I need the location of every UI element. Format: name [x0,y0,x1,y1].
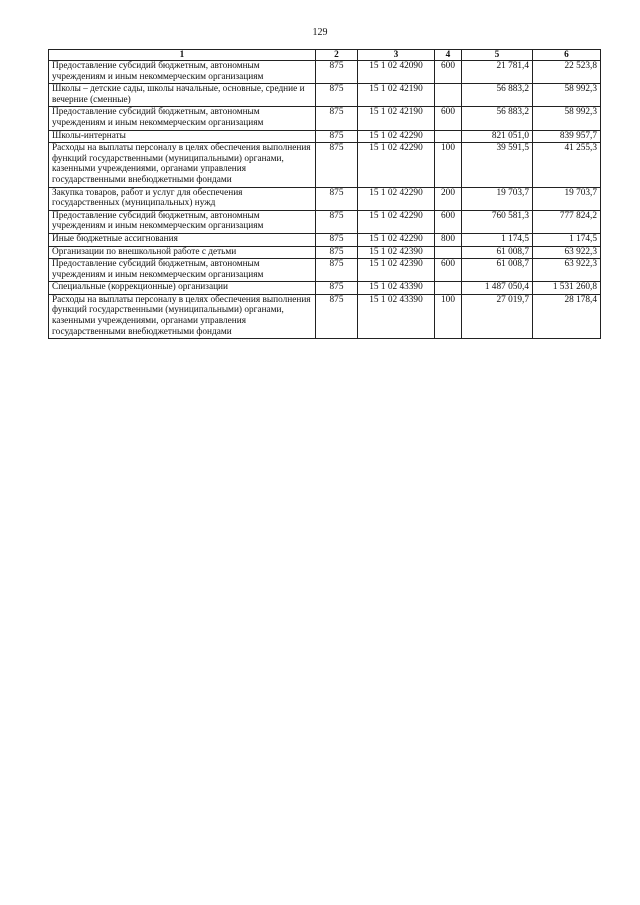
row-amount-year-1: 821 051,0 [462,130,533,143]
row-target-article: 15 1 02 42190 [358,84,435,107]
row-amount-year-2: 63 922,3 [533,246,601,259]
row-name: Расходы на выплаты персоналу в целях обеспечения выполнения функций государственными (муниципальными) органами, казенными учреждениями, органами управления государственными внебюджетными фондами [49,143,316,187]
row-expense-type: 200 [435,187,462,210]
row-amount-year-2: 58 992,3 [533,84,601,107]
row-ministry-code: 875 [316,210,358,233]
table-row [49,143,601,187]
row-target-article: 15 1 02 43390 [358,294,435,338]
row-expense-type: 100 [435,294,462,338]
row-name: Предоставление субсидий бюджетным, автономным учреждениям и иным некоммерческим организациям [49,61,316,84]
row-expense-type [435,84,462,107]
row-name: Предоставление субсидий бюджетным, автономным учреждениям и иным некоммерческим организациям [49,107,316,130]
row-amount-year-1: 39 591,5 [462,143,533,187]
table-row [49,61,601,84]
row-name: Расходы на выплаты персоналу в целях обеспечения выполнения функций государственными (муниципальными) органами, казенными учреждениями, органами управления государственными внебюджетными фондами [49,294,316,338]
row-name: Предоставление субсидий бюджетным, автономным учреждениям и иным некоммерческим организациям [49,259,316,282]
row-amount-year-2: 1 531 260,8 [533,282,601,295]
table-row [49,107,601,130]
row-amount-year-2: 41 255,3 [533,143,601,187]
row-ministry-code: 875 [316,246,358,259]
table-row [49,187,601,210]
row-amount-year-1: 27 019,7 [462,294,533,338]
row-expense-type: 600 [435,107,462,130]
row-name: Иные бюджетные ассигнования [49,233,316,246]
row-target-article: 15 1 02 42290 [358,210,435,233]
table-header-row [49,50,601,61]
row-target-article: 15 1 02 43390 [358,282,435,295]
row-expense-type: 600 [435,210,462,233]
row-expense-type: 100 [435,143,462,187]
column-header-1: 1 [49,50,316,61]
row-amount-year-1: 56 883,2 [462,84,533,107]
table-row [49,130,601,143]
column-header-5: 5 [462,50,533,61]
row-amount-year-2: 1 174,5 [533,233,601,246]
column-header-2: 2 [316,50,358,61]
row-amount-year-1: 1 487 050,4 [462,282,533,295]
row-target-article: 15 1 02 42190 [358,107,435,130]
row-expense-type: 600 [435,61,462,84]
column-header-6: 6 [533,50,601,61]
row-amount-year-1: 19 703,7 [462,187,533,210]
row-expense-type: 800 [435,233,462,246]
table-row [49,233,601,246]
row-name: Специальные (коррекционные) организации [49,282,316,295]
row-ministry-code: 875 [316,143,358,187]
row-target-article: 15 1 02 42290 [358,187,435,210]
row-amount-year-2: 839 957,7 [533,130,601,143]
row-name: Школы-интернаты [49,130,316,143]
table-row [49,294,601,338]
row-ministry-code: 875 [316,130,358,143]
row-expense-type [435,282,462,295]
row-amount-year-2: 22 523,8 [533,61,601,84]
row-expense-type: 600 [435,259,462,282]
row-amount-year-2: 19 703,7 [533,187,601,210]
row-amount-year-1: 1 174,5 [462,233,533,246]
row-ministry-code: 875 [316,282,358,295]
row-amount-year-1: 56 883,2 [462,107,533,130]
row-target-article: 15 1 02 42290 [358,143,435,187]
row-target-article: 15 1 02 42090 [358,61,435,84]
budget-table [48,49,601,339]
row-ministry-code: 875 [316,259,358,282]
row-target-article: 15 1 02 42390 [358,246,435,259]
row-name: Закупка товаров, работ и услуг для обеспечения государственных (муниципальных) нужд [49,187,316,210]
column-header-3: 3 [358,50,435,61]
row-expense-type [435,130,462,143]
row-amount-year-1: 61 008,7 [462,246,533,259]
table-row [49,210,601,233]
row-ministry-code: 875 [316,84,358,107]
column-header-4: 4 [435,50,462,61]
row-ministry-code: 875 [316,233,358,246]
row-name: Школы – детские сады, школы начальные, основные, средние и вечерние (сменные) [49,84,316,107]
row-name: Организации по внешкольной работе с детьми [49,246,316,259]
row-amount-year-2: 28 178,4 [533,294,601,338]
row-amount-year-1: 61 008,7 [462,259,533,282]
row-target-article: 15 1 02 42290 [358,233,435,246]
row-target-article: 15 1 02 42390 [358,259,435,282]
table-row [49,84,601,107]
row-ministry-code: 875 [316,107,358,130]
row-amount-year-2: 777 824,2 [533,210,601,233]
row-amount-year-1: 760 581,3 [462,210,533,233]
row-name: Предоставление субсидий бюджетным, автономным учреждениям и иным некоммерческим организациям [49,210,316,233]
row-amount-year-2: 63 922,3 [533,259,601,282]
row-ministry-code: 875 [316,294,358,338]
row-ministry-code: 875 [316,61,358,84]
page-number: 129 [312,27,328,38]
table-row [49,259,601,282]
row-expense-type [435,246,462,259]
row-ministry-code: 875 [316,187,358,210]
row-target-article: 15 1 02 42290 [358,130,435,143]
row-amount-year-2: 58 992,3 [533,107,601,130]
table-row [49,246,601,259]
row-amount-year-1: 21 781,4 [462,61,533,84]
table-row [49,282,601,295]
